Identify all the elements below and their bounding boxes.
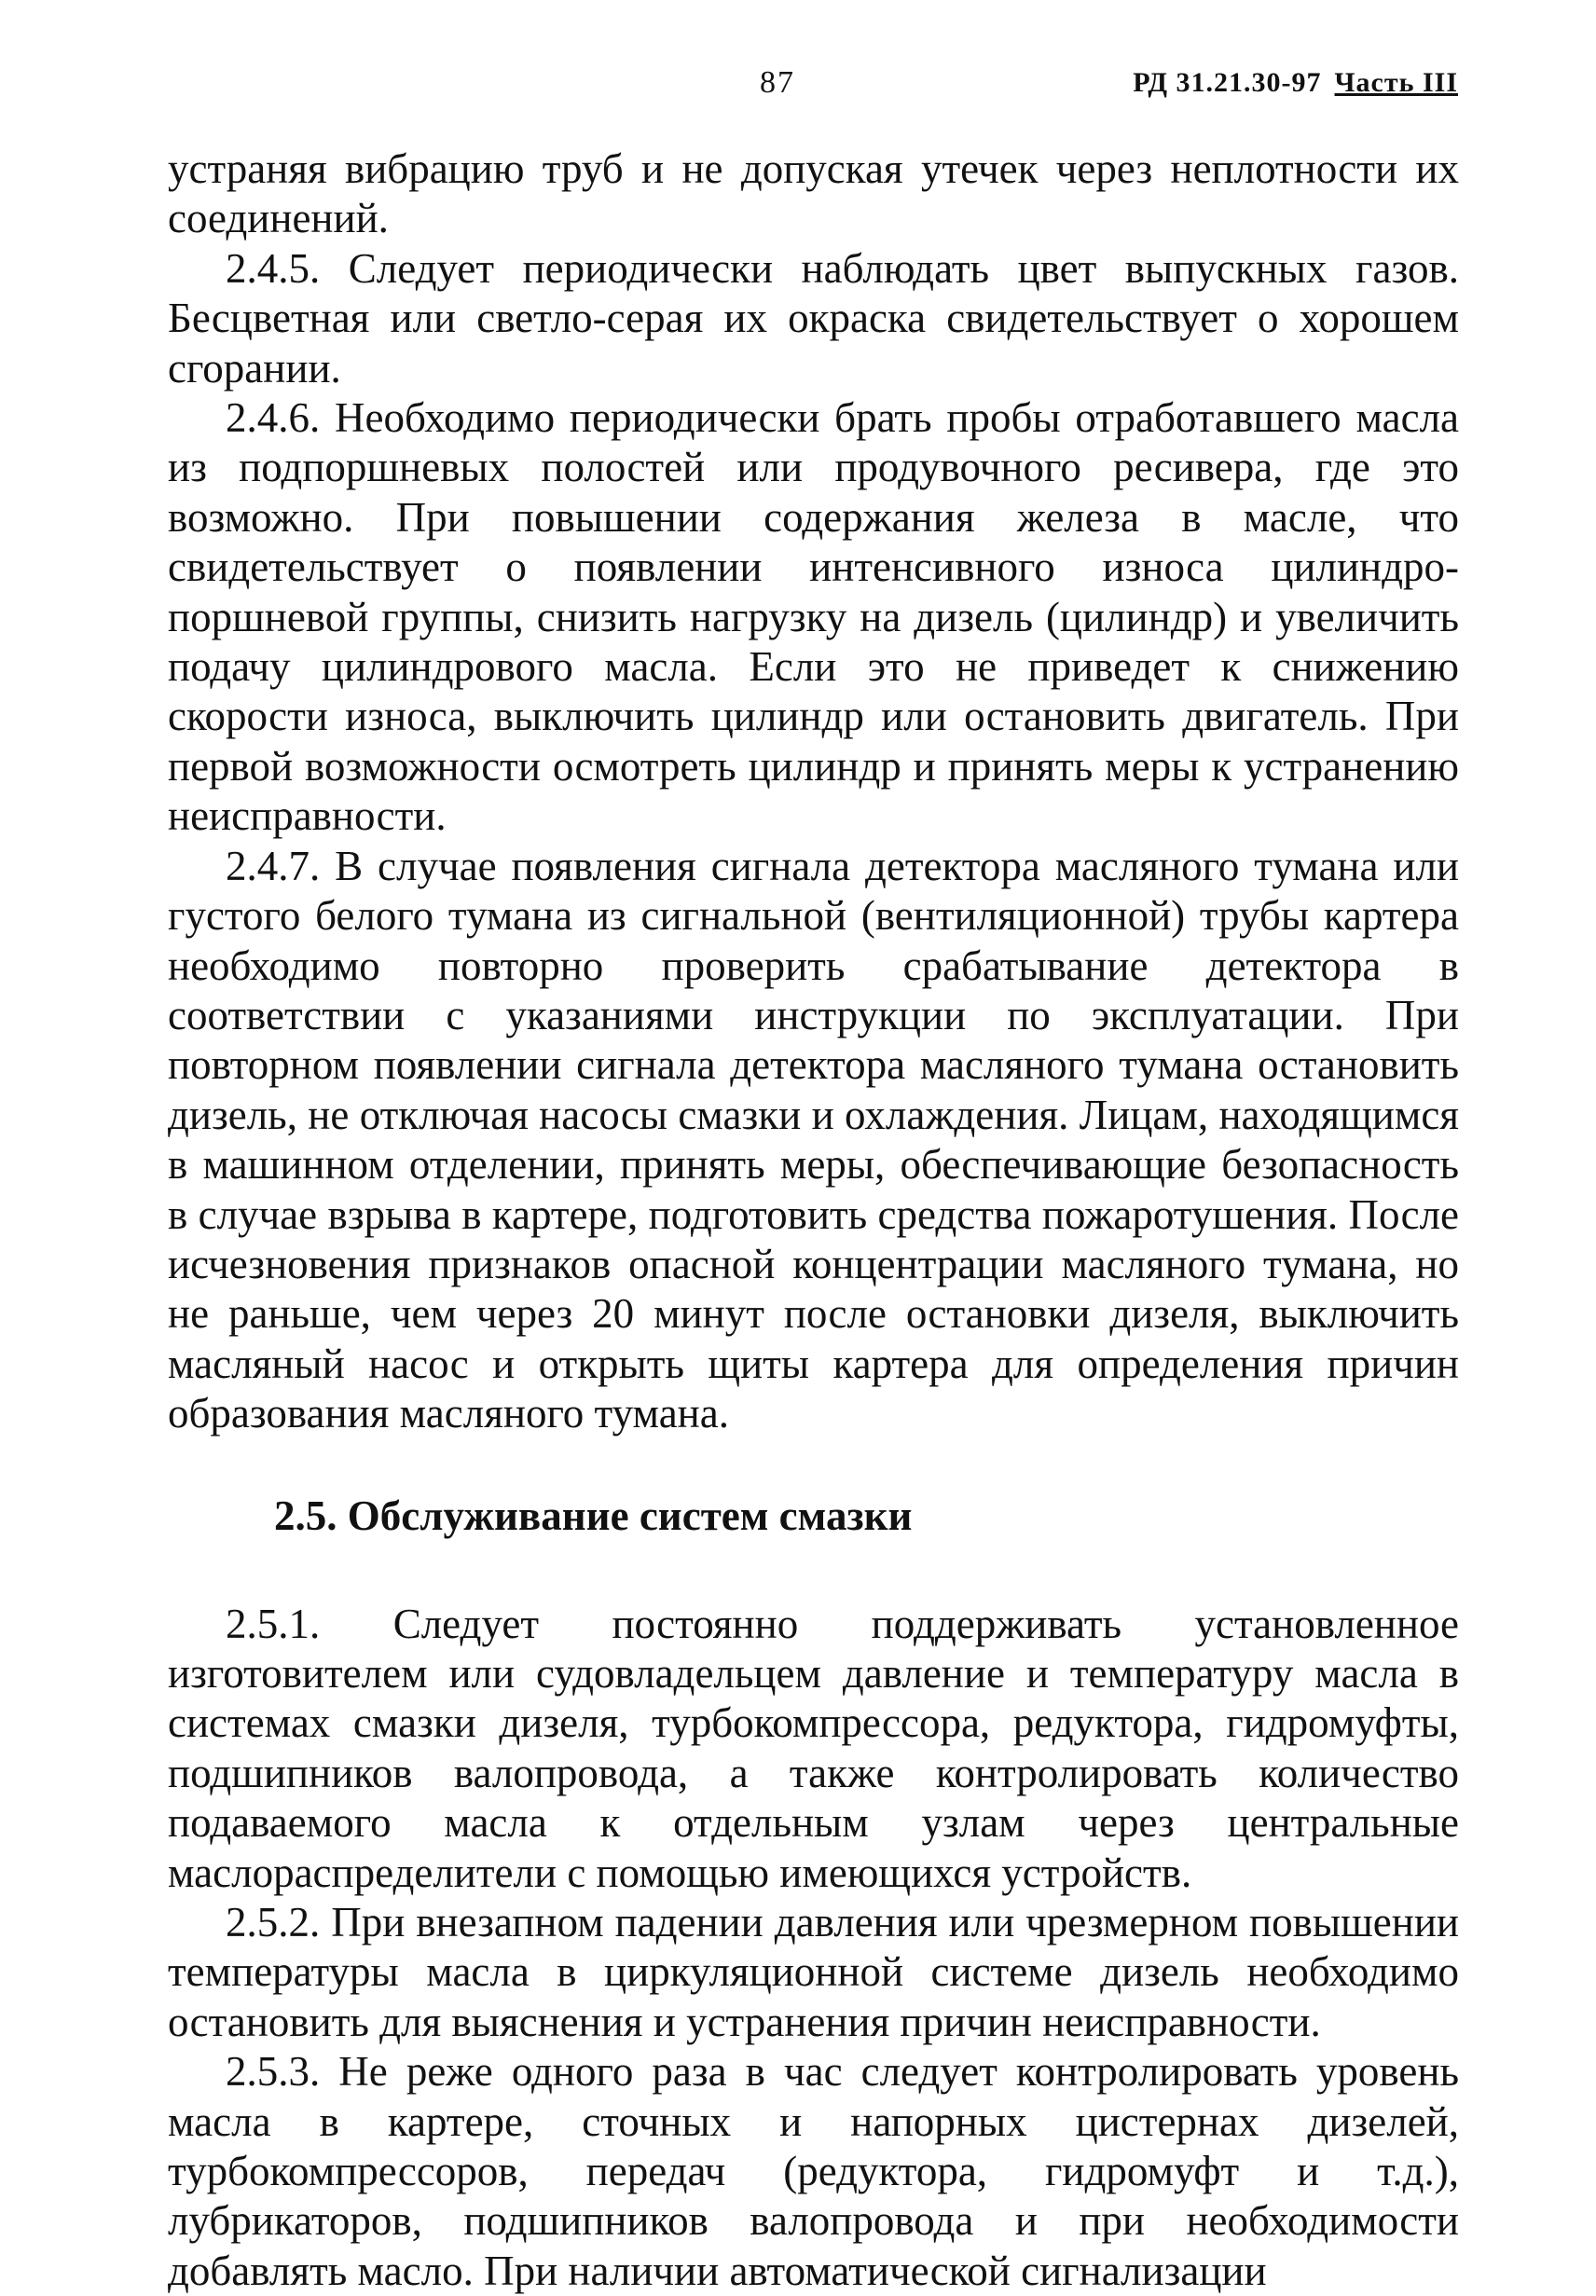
paragraph-2-4-6: 2.4.6. Необходимо периодически брать пробы отработавшего масла из подпоршневых полостей или продувочного ресивера, где это возможно. При повышении содержания железа в масле, что свидетельствует о появлении интенсивного износа цилиндро-поршневой группы, снизить нагрузку на дизель (цилиндр) и увеличить подачу цилиндрового масла. Если это не приведет к снижению скорости износа, выключить цилиндр или остановить двигатель. При первой возможности осмотреть цилиндр и принять меры к устранению неисправности. (168, 394, 1459, 840)
page-header (168, 65, 1458, 121)
document-part-label: Часть III (1334, 67, 1458, 98)
page-body (168, 144, 1459, 2296)
page-number: 87 (760, 65, 795, 100)
paragraph-2-5-2: 2.5.2. При внезапном падении давления или чрезмерном повышении температуры масла в циркуляционной системе дизель необходимо остановить для выяснения и устранения причин неисправности. (168, 1899, 1459, 2045)
paragraph-2-5-3: 2.5.3. Не реже одного раза в час следует контролировать уровень масла в картере, сточных и напорных цистернах дизелей, турбокомпрессоров, передач (редуктора, гидромуфт и т.д.), лубрикаторов, подшипников валопровода и при необходимости добавлять масло. При наличии автоматической сигнализации (168, 2048, 1459, 2294)
paragraph-2-4-5: 2.4.5. Следует периодически наблюдать цвет выпускных газов. Бесцветная или светло-серая их окраска свидетельствует о хорошем сгорании. (168, 244, 1459, 392)
document-code (1133, 67, 1458, 99)
section-heading: 2.5. Обслуживание систем смазки (274, 1492, 913, 1539)
paragraph-2-4-7: 2.4.7. В случае появления сигнала детектора масляного тумана или густого белого тумана из сигнальной (вентиляционной) трубы картера необходимо повторно проверить срабатывание детектора в соответствии с указаниями инструкции по эксплуатации. При повторном появлении сигнала детектора масляного тумана остановить дизель, не отключая насосы смазки и охлаждения. Лицам, находящимся в машинном отделении, принять меры, обеспечивающие безопасность в случае взрыва в картере, подготовить средства пожаротушения. После исчезновения признаков опасной концентрации масляного тумана, но не раньше, чем через 20 минут после остановки дизеля, выключить масляный насос и открыть щиты картера для определения причин образования масляного тумана. (168, 842, 1459, 1437)
paragraph-2-5-1: 2.5.1. Следует постоянно поддерживать установленное изготовителем или судовладельцем давление и температуру масла в системах смазки дизеля, турбокомпрессора, редуктора, гидромуфты, подшипников валопровода, а также контролировать количество подаваемого масла к отдельным узлам через центральные маслораспределители с помощью имеющихся устройств. (168, 1600, 1459, 1896)
paragraph-continuation: устраняя вибрацию труб и не допуская утечек через неплотности их соединений. (168, 145, 1459, 242)
document-code-number: РД 31.21.30-97 (1133, 67, 1322, 98)
